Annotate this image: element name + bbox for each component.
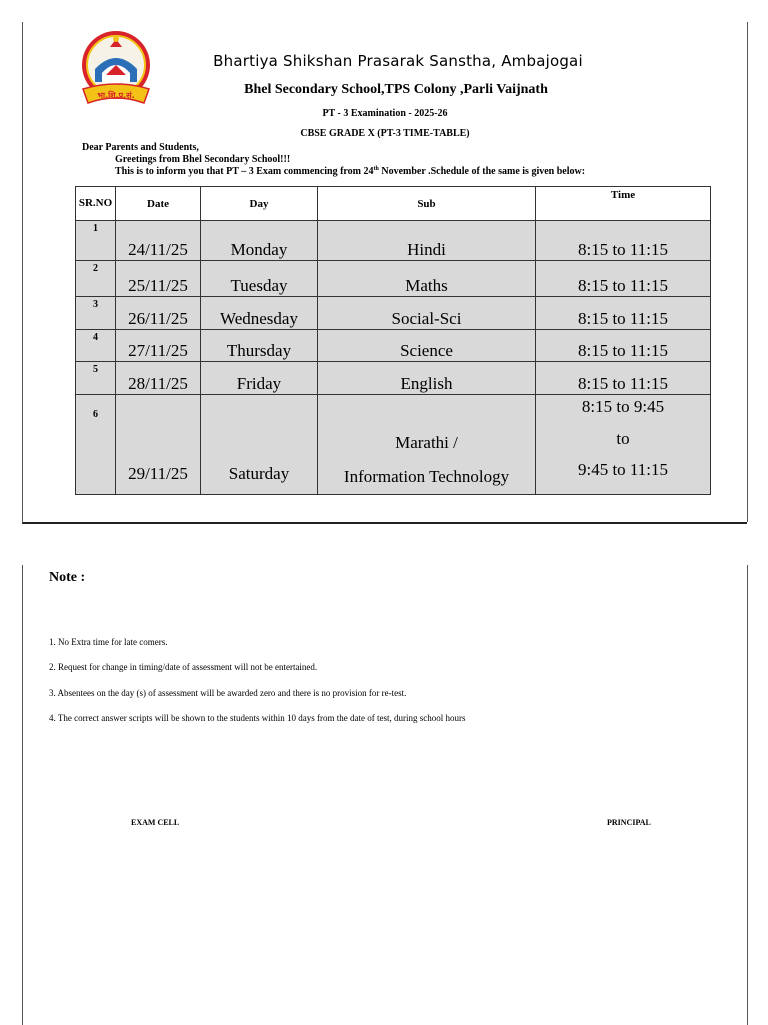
cell-date: 25/11/25 bbox=[116, 261, 201, 297]
cell-day-text: Saturday bbox=[228, 464, 290, 483]
timetable bbox=[75, 186, 711, 495]
note-item: 4. The correct answer scripts will be shown to the students within 10 days from the date of test, during school hours bbox=[49, 713, 466, 723]
note-item: 1. No Extra time for late comers. bbox=[49, 637, 168, 647]
table-row bbox=[76, 261, 711, 297]
grade-title: CBSE GRADE X (PT-3 TIME-TABLE) bbox=[300, 128, 470, 139]
cell-srno: 5 bbox=[76, 362, 116, 395]
cell-srno: 4 bbox=[76, 330, 116, 362]
header-sub: Sub bbox=[318, 187, 536, 221]
cell-day: Wednesday bbox=[201, 297, 318, 330]
logo-text: भा.शि.प्र.सं. bbox=[97, 91, 135, 100]
cell-day: Tuesday bbox=[201, 261, 318, 297]
cell-srno: 1 bbox=[76, 221, 116, 261]
cell-date-text: 29/11/25 bbox=[128, 464, 188, 483]
cell-date bbox=[116, 395, 201, 495]
cell-sub: English bbox=[318, 362, 536, 395]
cell-day: Thursday bbox=[201, 330, 318, 362]
cell-sub: Science bbox=[318, 330, 536, 362]
table-row bbox=[76, 330, 711, 362]
cell-date: 26/11/25 bbox=[116, 297, 201, 330]
cell-srno: 2 bbox=[76, 261, 116, 297]
page-sheet-bottom bbox=[22, 565, 748, 1025]
cell-time: 8:15 to 11:15 bbox=[536, 362, 711, 395]
cell-date: 24/11/25 bbox=[116, 221, 201, 261]
header-time: Time bbox=[536, 187, 711, 221]
cell-time bbox=[536, 395, 711, 495]
signature-exam-cell: EXAM CELL bbox=[131, 818, 180, 827]
cell-srno: 3 bbox=[76, 297, 116, 330]
sub-line-2: Information Technology bbox=[343, 467, 510, 486]
inform-sup: th bbox=[373, 166, 379, 172]
cell-sub bbox=[318, 395, 536, 495]
note-item: 2. Request for change in timing/date of assessment will not be entertained. bbox=[49, 662, 318, 672]
table-row bbox=[76, 221, 711, 261]
table-header-row bbox=[76, 187, 711, 221]
cell-time: 8:15 to 11:15 bbox=[536, 330, 711, 362]
cell-date: 27/11/25 bbox=[116, 330, 201, 362]
time-line-1: 8:15 to 9:45 bbox=[581, 397, 665, 416]
cell-srno bbox=[76, 395, 116, 495]
cell-date: 28/11/25 bbox=[116, 362, 201, 395]
cell-sub: Maths bbox=[318, 261, 536, 297]
time-line-2: to bbox=[616, 428, 630, 448]
exam-title: PT - 3 Examination - 2025-26 bbox=[322, 108, 448, 119]
note-item: 3. Absentees on the day (s) of assessment will be awarded zero and there is no provision for re-test. bbox=[49, 688, 407, 698]
cell-time: 8:15 to 11:15 bbox=[536, 261, 711, 297]
cell-time: 8:15 to 11:15 bbox=[536, 221, 711, 261]
cell-sub: Hindi bbox=[318, 221, 536, 261]
sub-line-1: Marathi / bbox=[395, 433, 458, 452]
inform-suffix: November .Schedule of the same is given below: bbox=[378, 166, 586, 177]
salutation: Dear Parents and Students, bbox=[82, 142, 199, 153]
note-title: Note : bbox=[49, 570, 86, 585]
header-date: Date bbox=[116, 187, 201, 221]
cell-sub: Social-Sci bbox=[318, 297, 536, 330]
table-row bbox=[76, 297, 711, 330]
greeting: Greetings from Bhel Secondary School!!! bbox=[115, 154, 291, 165]
inform-text bbox=[115, 166, 585, 177]
signature-principal: PRINCIPAL bbox=[607, 818, 651, 827]
cell-day: Monday bbox=[201, 221, 318, 261]
time-line-3: 9:45 to 11:15 bbox=[577, 460, 669, 479]
header-srno: SR.NO bbox=[76, 187, 116, 221]
cell-day bbox=[201, 395, 318, 495]
cell-srno-text: 6 bbox=[93, 409, 98, 420]
table-row bbox=[76, 395, 711, 495]
cell-time: 8:15 to 11:15 bbox=[536, 297, 711, 330]
organization-name: Bhartiya Shikshan Prasarak Sanstha, Ambajogai bbox=[213, 52, 583, 70]
cell-day: Friday bbox=[201, 362, 318, 395]
header-day: Day bbox=[201, 187, 318, 221]
inform-prefix: This is to inform you that PT – 3 Exam commencing from 24 bbox=[115, 166, 374, 177]
table-row bbox=[76, 362, 711, 395]
school-name: Bhel Secondary School,TPS Colony ,Parli Vaijnath bbox=[244, 82, 548, 97]
